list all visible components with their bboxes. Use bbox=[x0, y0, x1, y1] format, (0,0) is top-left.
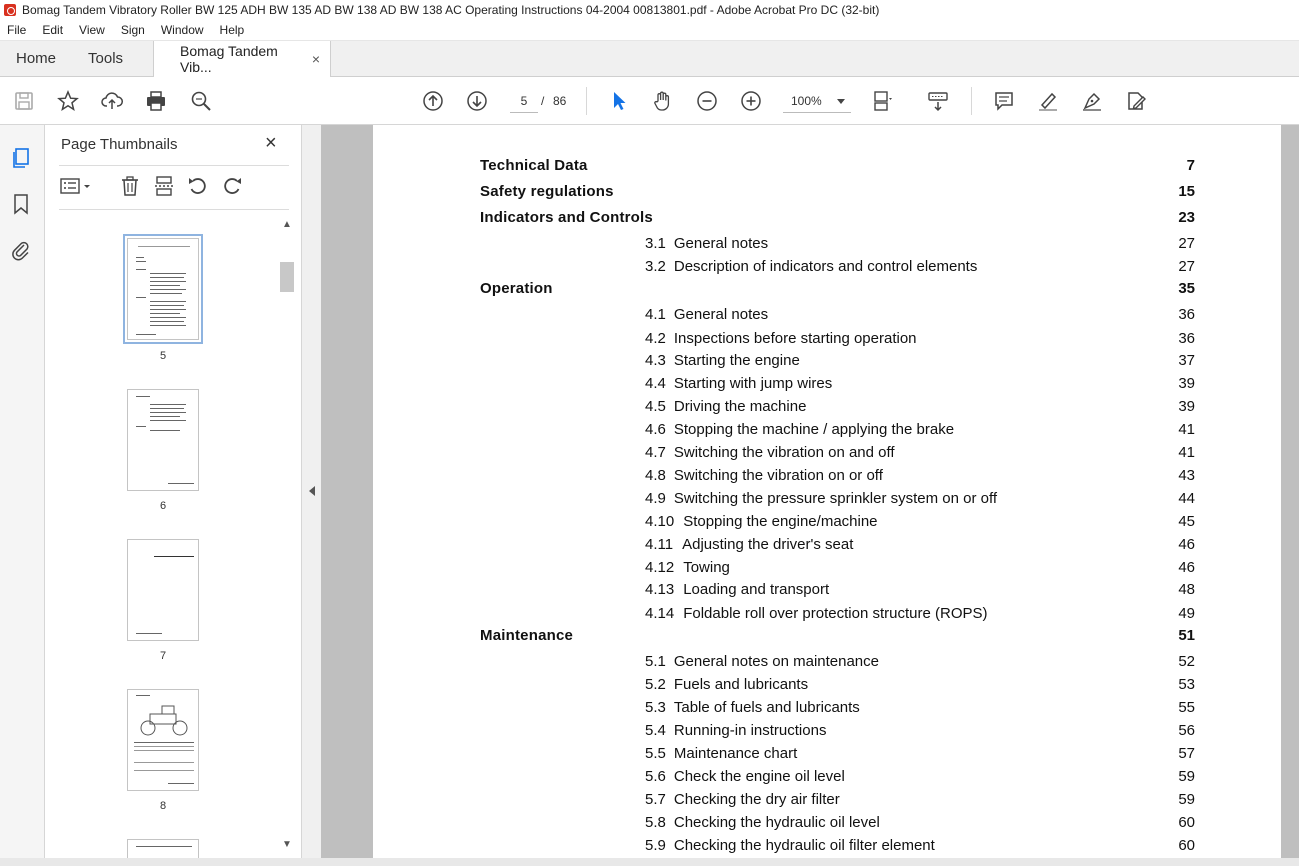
thumbnail-label: 5 bbox=[159, 350, 167, 362]
toc-page-number: 27 bbox=[1178, 258, 1195, 275]
toc-entry-title bbox=[645, 490, 997, 507]
toc-page-number: 46 bbox=[1178, 536, 1195, 553]
toc-page-number: 43 bbox=[1178, 467, 1195, 484]
tab-tools[interactable]: Tools bbox=[88, 50, 124, 67]
pdf-page bbox=[373, 125, 1281, 858]
thumbnails-panel bbox=[45, 125, 301, 866]
printer-icon bbox=[145, 90, 167, 112]
pen-nib-icon bbox=[1081, 90, 1103, 112]
tab-document-label: Bomag Tandem Vib... bbox=[180, 43, 278, 75]
magnifier-icon bbox=[190, 90, 212, 112]
delete-pages-button[interactable] bbox=[119, 175, 143, 199]
toc-entry-label: Starting with jump wires bbox=[673, 375, 833, 392]
thumbnail-page-8[interactable] bbox=[127, 689, 199, 791]
thumb-line bbox=[136, 261, 146, 262]
toc-entry[interactable] bbox=[373, 235, 1281, 255]
page-thumbnails-button[interactable] bbox=[10, 147, 34, 171]
toc-entry-number: 4.6 bbox=[645, 421, 666, 438]
scroll-down-icon[interactable]: ▼ bbox=[282, 839, 292, 850]
toc-page-number: 27 bbox=[1178, 235, 1195, 252]
toc-entry-number: 3.2 bbox=[645, 258, 666, 275]
thumb-line bbox=[150, 313, 180, 314]
tab-bar bbox=[0, 41, 1299, 77]
toc-entry-label: Switching the pressure sprinkler system on or off bbox=[673, 490, 998, 507]
thumbnail-options-button[interactable] bbox=[59, 175, 95, 199]
thumb-line bbox=[134, 746, 194, 747]
hand-tool-button[interactable] bbox=[651, 89, 675, 113]
hand-icon bbox=[652, 90, 674, 112]
toc-entry-number: 5.5 bbox=[645, 745, 666, 762]
toc-entry-number: 5.4 bbox=[645, 722, 666, 739]
toc-page-number: 39 bbox=[1178, 398, 1195, 415]
menu-help[interactable]: Help bbox=[219, 23, 245, 37]
toc-entry-number: 5.7 bbox=[645, 791, 666, 808]
highlighter-icon bbox=[1037, 90, 1059, 112]
bookmark-star-button[interactable] bbox=[56, 89, 80, 113]
toc-page-number: 45 bbox=[1178, 513, 1195, 530]
highlight-button[interactable] bbox=[1036, 89, 1060, 113]
toc-entry[interactable] bbox=[373, 814, 1281, 834]
toc-page-number: 60 bbox=[1178, 837, 1195, 854]
thumb-line bbox=[150, 412, 186, 413]
toc-entry-number: 4.7 bbox=[645, 444, 666, 461]
toc-entry-label: Switching the vibration on or off bbox=[673, 467, 883, 484]
toc-entry-number: 5.1 bbox=[645, 653, 666, 670]
thumb-line bbox=[136, 334, 156, 335]
toc-entry-label: Starting the engine bbox=[673, 352, 800, 369]
thumb-line bbox=[134, 762, 194, 763]
main-toolbar bbox=[0, 77, 1299, 125]
toc-entry-label: Fuels and lubricants bbox=[673, 676, 809, 693]
toc-entry-number: 4.14 bbox=[645, 605, 675, 622]
save-icon bbox=[13, 90, 35, 112]
toc-entry-title bbox=[645, 581, 829, 598]
edit-pdf-button[interactable] bbox=[1124, 89, 1148, 113]
toc-entry-number: 5.9 bbox=[645, 837, 666, 854]
thumbnail-page-6[interactable] bbox=[127, 389, 199, 491]
thumb-line bbox=[150, 285, 180, 286]
insert-page-icon bbox=[153, 175, 175, 197]
toc-entry-title bbox=[645, 467, 883, 484]
toc-entry[interactable] bbox=[373, 490, 1281, 510]
cloud-upload-icon bbox=[101, 90, 123, 112]
thumb-line bbox=[150, 408, 184, 409]
scroll-up-icon[interactable]: ▲ bbox=[282, 219, 292, 230]
menu-bar bbox=[0, 20, 1299, 41]
window-title: Bomag Tandem Vibratory Roller BW 125 ADH BW 135 AD BW 138 AD BW 138 AC Operating Instructions 04-2004 00813801.pdf - Adobe Acrobat Pro DC (32-bit) bbox=[22, 3, 880, 17]
toc-entry[interactable] bbox=[373, 676, 1281, 696]
toc-entry-title bbox=[645, 375, 832, 392]
paperclip-icon bbox=[10, 239, 32, 261]
zoom-in-button[interactable] bbox=[739, 89, 763, 113]
toc-page-number: 35 bbox=[1178, 280, 1195, 297]
toc-entry[interactable] bbox=[373, 467, 1281, 487]
toc-entry-title bbox=[645, 722, 826, 739]
page-fit-button[interactable] bbox=[870, 89, 894, 113]
select-tool-button[interactable] bbox=[607, 89, 631, 113]
toc-section-title: Technical Data bbox=[480, 157, 588, 174]
toc-entry-number: 4.13 bbox=[645, 581, 675, 598]
toc-entry-label: Checking the dry air filter bbox=[673, 791, 840, 808]
toc-entry-label: Loading and transport bbox=[683, 581, 830, 598]
thumb-line bbox=[168, 783, 194, 784]
thumbnail-page-7[interactable] bbox=[127, 539, 199, 641]
toc-page-number: 23 bbox=[1178, 209, 1195, 226]
thumb-line bbox=[150, 309, 186, 310]
toc-page-number: 48 bbox=[1178, 581, 1195, 598]
toc-entry-number: 4.5 bbox=[645, 398, 666, 415]
toc-page-number: 49 bbox=[1178, 605, 1195, 622]
thumb-line bbox=[136, 426, 146, 427]
toc-entry-title bbox=[645, 837, 935, 854]
roller-drawing-icon bbox=[136, 704, 192, 736]
thumb-line bbox=[136, 396, 150, 397]
thumb-line bbox=[134, 742, 194, 743]
toc-entry-number: 5.2 bbox=[645, 676, 666, 693]
scroll-mode-button[interactable] bbox=[926, 89, 950, 113]
toc-entry-number: 5.8 bbox=[645, 814, 666, 831]
comment-icon bbox=[993, 90, 1015, 112]
thumb-line bbox=[150, 325, 186, 326]
tab-close-icon[interactable]: × bbox=[311, 51, 321, 67]
toc-entry-number: 4.3 bbox=[645, 352, 666, 369]
toc-entry[interactable] bbox=[373, 722, 1281, 742]
thumbnail-label: 7 bbox=[159, 650, 167, 662]
thumb-line bbox=[134, 750, 194, 751]
thumb-line bbox=[136, 695, 150, 696]
toc-page-number: 36 bbox=[1178, 330, 1195, 347]
toc-entry-title bbox=[645, 676, 808, 693]
thumb-line bbox=[150, 281, 186, 282]
toc-entry-label: Towing bbox=[683, 559, 730, 576]
thumb-line bbox=[136, 269, 146, 270]
thumb-line bbox=[150, 273, 186, 274]
toc-page-number: 56 bbox=[1178, 722, 1195, 739]
navigation-rail bbox=[0, 125, 45, 866]
toc-section-title: Operation bbox=[480, 280, 553, 297]
toc-entry-title bbox=[645, 398, 806, 415]
toc-entry-label: Stopping the engine/machine bbox=[683, 513, 878, 530]
toc-entry-number: 5.3 bbox=[645, 699, 666, 716]
toc-section-title: Safety regulations bbox=[480, 183, 614, 200]
toc-page-number: 57 bbox=[1178, 745, 1195, 762]
toc-entry-label: Adjusting the driver's seat bbox=[682, 536, 854, 553]
minus-circle-icon bbox=[696, 90, 718, 112]
toc-entry-label: Running-in instructions bbox=[673, 722, 827, 739]
rotate-right-button[interactable] bbox=[221, 175, 245, 199]
trash-icon bbox=[119, 175, 141, 197]
toc-entry[interactable] bbox=[373, 330, 1281, 350]
toc-section-title: Maintenance bbox=[480, 627, 574, 644]
toc-page-number: 59 bbox=[1178, 768, 1195, 785]
toc-section-title: Indicators and Controls bbox=[480, 209, 653, 226]
zoom-level-select[interactable] bbox=[783, 89, 851, 113]
toc-entry-title bbox=[645, 306, 768, 323]
menu-window[interactable]: Window bbox=[160, 23, 204, 37]
thumb-line bbox=[150, 317, 186, 318]
toc-page-number: 15 bbox=[1178, 183, 1195, 200]
toc-entry-number: 4.2 bbox=[645, 330, 666, 347]
toc-entry[interactable] bbox=[373, 791, 1281, 811]
horizontal-scrollbar[interactable] bbox=[0, 858, 1299, 866]
page-separator: / bbox=[541, 94, 545, 108]
thumb-line bbox=[150, 430, 180, 431]
find-button[interactable] bbox=[189, 89, 213, 113]
tab-home[interactable]: Home bbox=[16, 50, 57, 67]
toc-entry[interactable] bbox=[373, 258, 1281, 278]
bookmark-icon bbox=[10, 193, 32, 215]
toolbar-divider bbox=[971, 87, 972, 115]
toc-page-number: 36 bbox=[1178, 306, 1195, 323]
toc-page-number: 60 bbox=[1178, 814, 1195, 831]
zoom-level-value: 100% bbox=[791, 94, 822, 108]
toc-entry[interactable] bbox=[373, 536, 1281, 556]
upload-button[interactable] bbox=[100, 89, 124, 113]
toc-entry-label: Checking the hydraulic oil level bbox=[673, 814, 880, 831]
menu-file[interactable]: File bbox=[7, 23, 27, 37]
toc-entry-number: 4.10 bbox=[645, 513, 675, 530]
keyboard-scroll-icon bbox=[927, 90, 949, 112]
thumb-line bbox=[150, 416, 180, 417]
previous-page-button[interactable] bbox=[421, 89, 445, 113]
save-button[interactable] bbox=[12, 89, 36, 113]
toc-entry-title bbox=[645, 536, 853, 553]
toc-entry[interactable] bbox=[373, 745, 1281, 765]
thumb-line bbox=[150, 277, 184, 278]
thumb-line bbox=[150, 289, 186, 290]
thumb-line bbox=[138, 246, 190, 247]
thumbnail-label: 8 bbox=[159, 800, 167, 812]
toc-entry-label: Foldable roll over protection structure (ROPS) bbox=[683, 605, 988, 622]
toc-entry[interactable] bbox=[373, 398, 1281, 418]
toc-entry-number: 4.11 bbox=[645, 536, 674, 553]
comment-button[interactable] bbox=[992, 89, 1016, 113]
toc-entry-label: Driving the machine bbox=[673, 398, 807, 415]
toc-entry-title bbox=[645, 513, 878, 530]
toc-page-number: 52 bbox=[1178, 653, 1195, 670]
menu-sign[interactable]: Sign bbox=[120, 23, 145, 37]
star-icon bbox=[57, 90, 79, 112]
toc-page-number: 51 bbox=[1178, 627, 1195, 644]
panel-title: Page Thumbnails bbox=[61, 136, 178, 153]
thumb-line bbox=[150, 305, 184, 306]
toc-page-number: 53 bbox=[1178, 676, 1195, 693]
fit-page-icon bbox=[871, 90, 893, 112]
toc-entry-title bbox=[645, 235, 768, 252]
thumb-line bbox=[150, 321, 184, 322]
toc-entry-title bbox=[645, 258, 977, 275]
thumb-line bbox=[136, 257, 144, 258]
toc-entry[interactable] bbox=[373, 837, 1281, 857]
edit-document-icon bbox=[1125, 90, 1147, 112]
panel-divider bbox=[59, 209, 289, 210]
close-panel-icon[interactable]: × bbox=[265, 132, 277, 154]
pages-icon bbox=[10, 147, 32, 169]
toc-page-number: 7 bbox=[1186, 157, 1195, 174]
thumbnail-page-5[interactable] bbox=[127, 238, 199, 340]
toc-entry-title bbox=[645, 605, 988, 622]
toc-entry-label: Check the engine oil level bbox=[673, 768, 845, 785]
toc-entry-title bbox=[645, 559, 730, 576]
toc-entry-label: General notes on maintenance bbox=[673, 653, 879, 670]
toc-entry[interactable] bbox=[373, 559, 1281, 579]
panel-divider bbox=[59, 165, 289, 166]
panel-splitter[interactable] bbox=[301, 125, 321, 866]
arrow-up-circle-icon bbox=[422, 90, 444, 112]
fill-sign-button[interactable] bbox=[1080, 89, 1104, 113]
toc-entry-title bbox=[645, 352, 800, 369]
acrobat-icon bbox=[4, 4, 16, 16]
insert-pages-button[interactable] bbox=[153, 175, 177, 199]
document-viewport[interactable] bbox=[321, 125, 1299, 858]
toc-page-number: 46 bbox=[1178, 559, 1195, 576]
toc-entry-number: 4.8 bbox=[645, 467, 666, 484]
toc-entry-number: 3.1 bbox=[645, 235, 666, 252]
menu-edit[interactable]: Edit bbox=[42, 23, 64, 37]
toolbar-divider bbox=[586, 87, 587, 115]
toc-entry-number: 4.1 bbox=[645, 306, 666, 323]
plus-circle-icon bbox=[740, 90, 762, 112]
thumb-line bbox=[150, 301, 186, 302]
toc-entry-title bbox=[645, 421, 954, 438]
toc-entry[interactable] bbox=[373, 306, 1281, 326]
thumb-line bbox=[168, 483, 194, 484]
scrollbar-thumb[interactable] bbox=[280, 262, 294, 292]
toc-section[interactable] bbox=[373, 280, 1281, 300]
toc-entry[interactable] bbox=[373, 513, 1281, 533]
window-titlebar bbox=[0, 0, 1299, 20]
thumb-line bbox=[134, 770, 194, 771]
toc-page-number: 44 bbox=[1178, 490, 1195, 507]
page-number-input[interactable]: 5 bbox=[510, 89, 538, 113]
toc-entry[interactable] bbox=[373, 605, 1281, 625]
next-page-button[interactable] bbox=[465, 89, 489, 113]
arrow-down-circle-icon bbox=[466, 90, 488, 112]
toc-page-number: 59 bbox=[1178, 791, 1195, 808]
toc-page-number: 41 bbox=[1178, 444, 1195, 461]
toc-entry-number: 4.4 bbox=[645, 375, 666, 392]
pointer-icon bbox=[608, 90, 630, 112]
toc-section[interactable] bbox=[373, 157, 1281, 177]
thumb-line bbox=[150, 293, 182, 294]
toc-entry-title bbox=[645, 699, 860, 716]
toc-entry-label: Description of indicators and control elements bbox=[673, 258, 978, 275]
rotate-left-button[interactable] bbox=[187, 175, 211, 199]
thumb-line bbox=[136, 846, 192, 847]
thumb-line bbox=[150, 420, 186, 421]
total-pages: 86 bbox=[553, 94, 567, 108]
toc-page-number: 39 bbox=[1178, 375, 1195, 392]
toc-entry[interactable] bbox=[373, 352, 1281, 372]
toc-entry[interactable] bbox=[373, 653, 1281, 673]
toc-entry-label: Stopping the machine / applying the brake bbox=[673, 421, 955, 438]
thumb-line bbox=[136, 633, 162, 634]
rotate-ccw-icon bbox=[187, 175, 209, 197]
toc-entry-number: 5.6 bbox=[645, 768, 666, 785]
toc-entry-label: Checking the hydraulic oil filter element bbox=[673, 837, 935, 854]
toc-section[interactable] bbox=[373, 183, 1281, 203]
thumb-line bbox=[150, 404, 186, 405]
collapse-panel-icon[interactable] bbox=[309, 486, 315, 496]
toc-entry[interactable] bbox=[373, 699, 1281, 719]
toc-page-number: 41 bbox=[1178, 421, 1195, 438]
toc-section[interactable] bbox=[373, 209, 1281, 229]
menu-view[interactable]: View bbox=[79, 23, 105, 37]
attachments-button[interactable] bbox=[10, 239, 34, 263]
toc-entry[interactable] bbox=[373, 768, 1281, 788]
rotate-cw-icon bbox=[221, 175, 243, 197]
options-menu-icon bbox=[59, 175, 95, 197]
toc-entry-label: Table of fuels and lubricants bbox=[673, 699, 860, 716]
thumbnail-label: 6 bbox=[159, 500, 167, 512]
toc-entry[interactable] bbox=[373, 421, 1281, 441]
thumb-line bbox=[136, 297, 146, 298]
print-button[interactable] bbox=[144, 89, 168, 113]
toc-entry[interactable] bbox=[373, 444, 1281, 464]
toc-page-number: 37 bbox=[1178, 352, 1195, 369]
toc-entry-label: General notes bbox=[673, 235, 769, 252]
toc-entry-title bbox=[645, 444, 895, 461]
toc-entry-label: General notes bbox=[673, 306, 769, 323]
toc-entry[interactable] bbox=[373, 375, 1281, 395]
toc-entry-title bbox=[645, 745, 797, 762]
toc-entry-title bbox=[645, 814, 880, 831]
toc-entry-title bbox=[645, 768, 845, 785]
toc-entry-label: Maintenance chart bbox=[673, 745, 798, 762]
tab-document[interactable] bbox=[153, 41, 331, 77]
toc-entry-title bbox=[645, 330, 917, 347]
toc-entry[interactable] bbox=[373, 581, 1281, 601]
zoom-out-button[interactable] bbox=[695, 89, 719, 113]
chevron-down-icon bbox=[837, 99, 845, 104]
bookmarks-button[interactable] bbox=[10, 193, 34, 217]
toc-entry-label: Inspections before starting operation bbox=[673, 330, 917, 347]
toc-page-number: 55 bbox=[1178, 699, 1195, 716]
toc-entry-number: 4.9 bbox=[645, 490, 666, 507]
thumbnail-scrollbar[interactable] bbox=[280, 217, 294, 857]
thumb-line bbox=[154, 556, 194, 557]
toc-entry-title bbox=[645, 653, 879, 670]
toc-section[interactable] bbox=[373, 627, 1281, 647]
toc-entry-title bbox=[645, 791, 840, 808]
toc-entry-number: 4.12 bbox=[645, 559, 675, 576]
toc-entry-label: Switching the vibration on and off bbox=[673, 444, 895, 461]
